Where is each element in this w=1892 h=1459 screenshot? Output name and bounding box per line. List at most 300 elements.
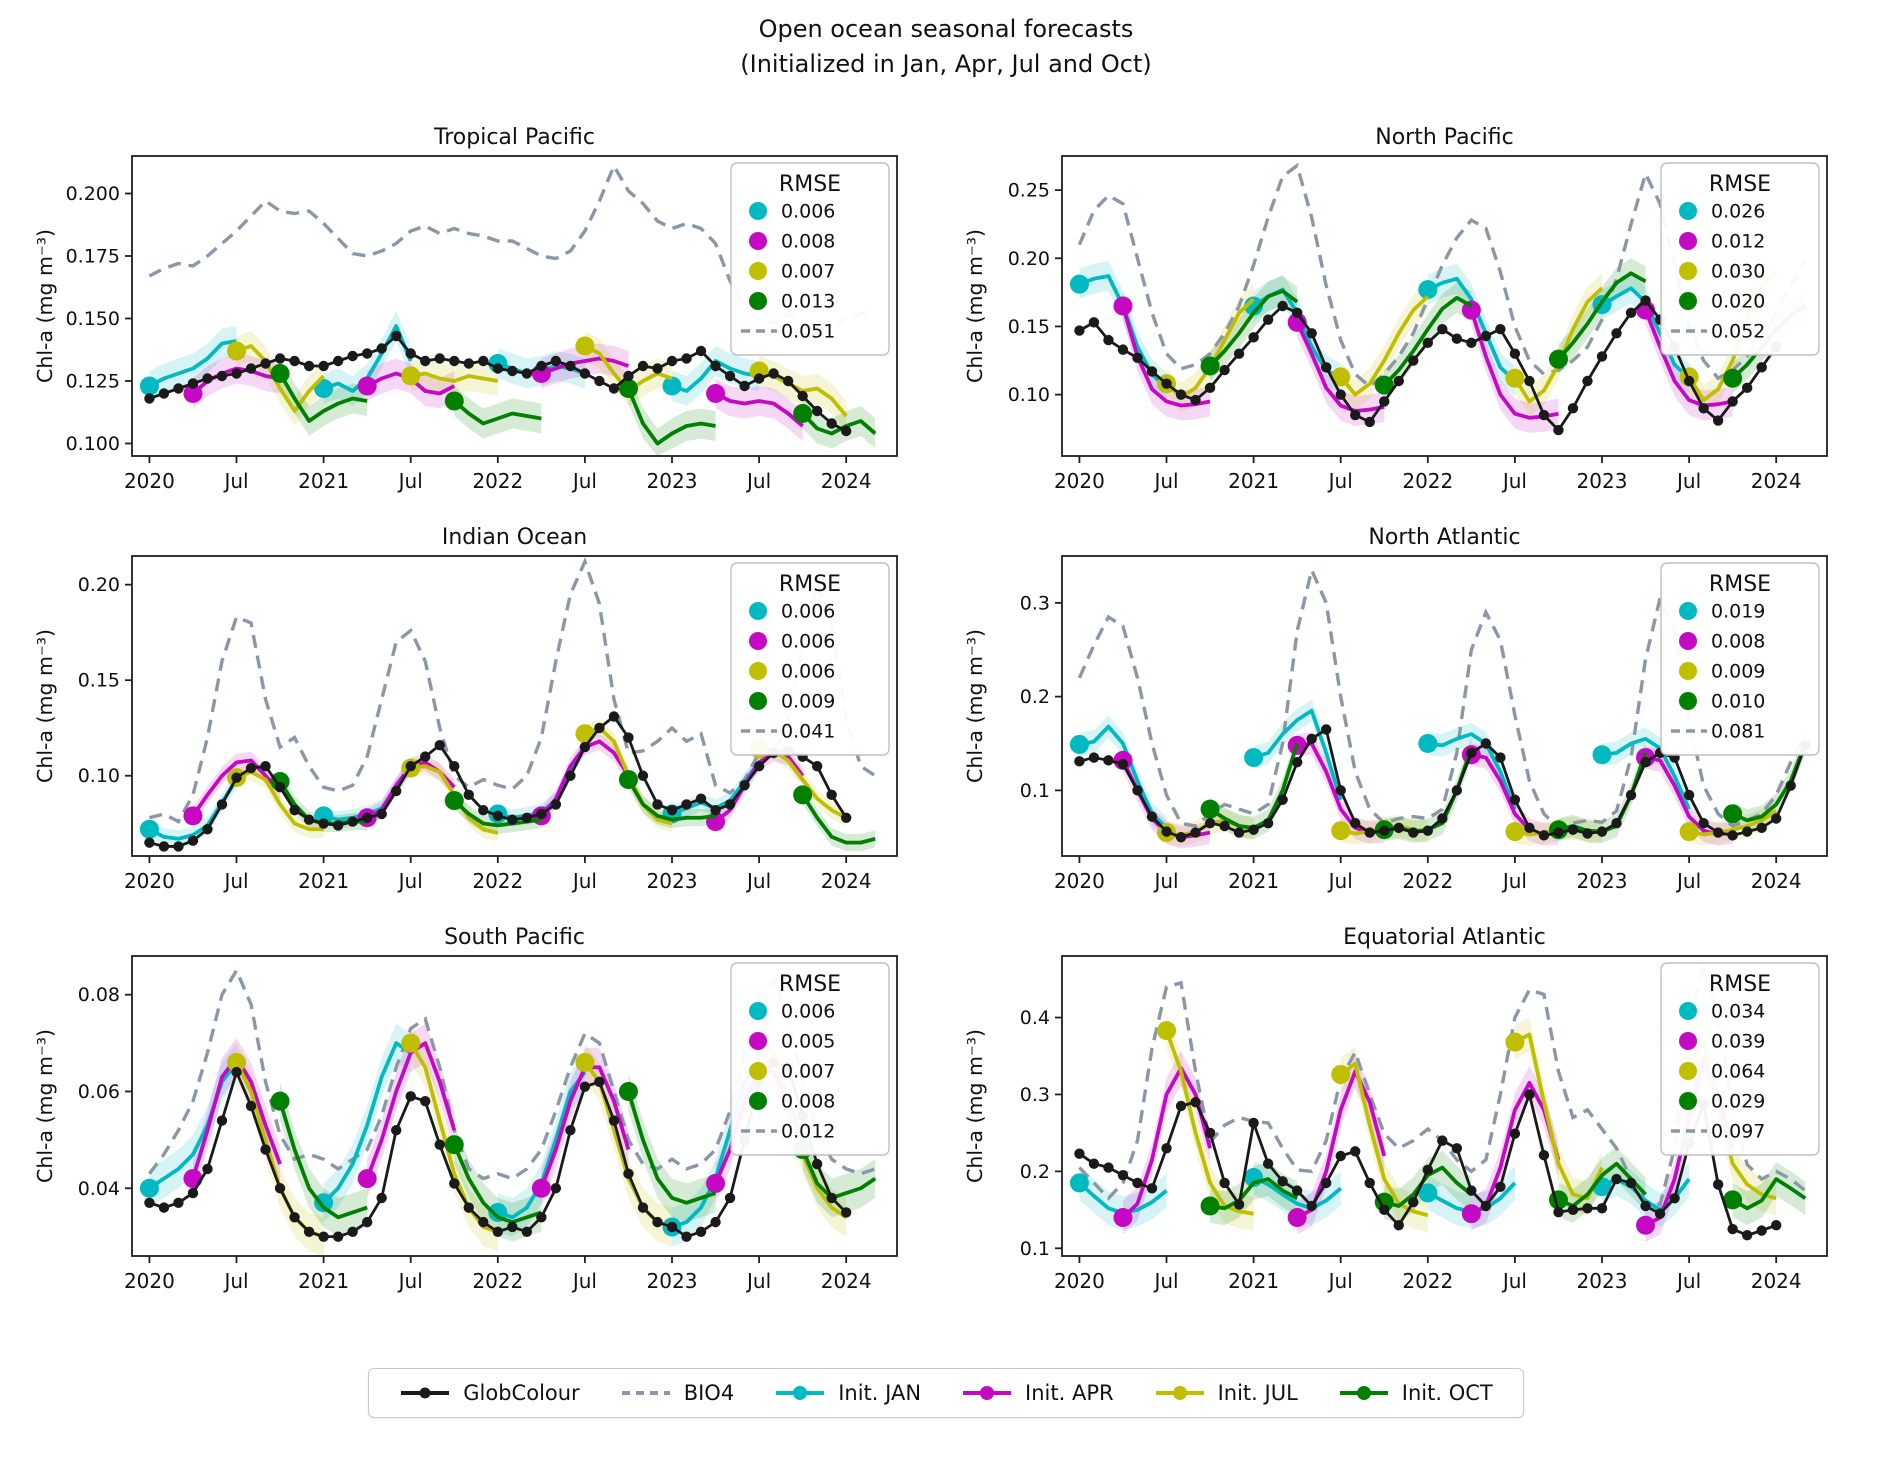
globcolour-marker: [565, 361, 575, 371]
y-tick-label: 0.200: [65, 183, 120, 205]
globcolour-marker: [739, 381, 749, 391]
globcolour-marker: [1118, 344, 1128, 354]
x-tick-label: Jul: [398, 469, 423, 493]
init_apr-start-marker: [183, 1169, 202, 1188]
globcolour-marker: [376, 809, 386, 819]
rmse-jan-marker-icon: [1679, 1002, 1697, 1020]
init_oct-start-marker: [271, 1092, 290, 1111]
globcolour-marker: [551, 799, 561, 809]
init_apr-start-marker: [1636, 1216, 1655, 1235]
globcolour-marker: [1524, 1089, 1534, 1099]
globcolour-marker: [260, 761, 270, 771]
globcolour-marker: [1553, 827, 1563, 837]
rmse-value: 0.007: [781, 1060, 836, 1083]
init_jan-start-marker: [1418, 734, 1437, 753]
legend-item-init-oct: [1338, 1381, 1493, 1405]
globcolour-marker: [362, 348, 372, 358]
init_jul-start-marker: [1331, 821, 1350, 840]
globcolour-marker: [478, 805, 488, 815]
init_oct-start-marker: [1201, 357, 1220, 376]
globcolour-marker: [260, 1144, 270, 1154]
globcolour-marker: [318, 818, 328, 828]
rmse-legend-title: RMSE: [1708, 572, 1772, 597]
globcolour-marker: [1452, 334, 1462, 344]
x-tick-label: Jul: [1677, 869, 1702, 893]
globcolour-marker: [1292, 308, 1302, 318]
globcolour-marker: [1190, 395, 1200, 405]
globcolour-marker: [1321, 724, 1331, 734]
globcolour-marker: [1742, 383, 1752, 393]
rmse-apr-marker-icon: [749, 632, 767, 650]
globcolour-marker: [1248, 825, 1258, 835]
globcolour-marker: [1423, 1165, 1433, 1175]
globcolour-marker: [1089, 1158, 1099, 1168]
globcolour-marker: [1234, 827, 1244, 837]
x-tick-label: 2023: [646, 1269, 698, 1293]
globcolour-marker: [725, 799, 735, 809]
rmse-value: 0.007: [781, 260, 836, 283]
globcolour-marker: [1771, 813, 1781, 823]
x-tick-label: Jul: [1677, 1269, 1702, 1293]
rmse-value: 0.006: [781, 200, 836, 223]
rmse-legend-title: RMSE: [778, 972, 842, 997]
globcolour-marker: [478, 356, 488, 366]
globcolour-marker: [1756, 823, 1766, 833]
globcolour-marker: [1190, 1097, 1200, 1107]
rmse-value: 0.006: [781, 660, 836, 683]
globcolour-marker: [1365, 827, 1375, 837]
rmse-apr-marker-icon: [1679, 232, 1697, 250]
init_oct-start-marker: [1549, 350, 1568, 369]
globcolour-marker: [1277, 1176, 1287, 1186]
globcolour-marker: [1568, 403, 1578, 413]
init_jan-start-marker: [663, 377, 682, 396]
globcolour-marker: [304, 814, 314, 824]
globcolour-marker: [1394, 376, 1404, 386]
globcolour-marker: [376, 1193, 386, 1203]
rmse-legend-title: RMSE: [778, 572, 842, 597]
x-tick-label: Jul: [572, 869, 597, 893]
rmse-apr-marker-icon: [749, 232, 767, 250]
globcolour-marker: [1481, 1201, 1491, 1211]
panel-title: South Pacific: [444, 925, 585, 950]
x-tick-label: Jul: [224, 469, 249, 493]
globcolour-marker: [1582, 376, 1592, 386]
panel-tropical-pacific: [22, 118, 927, 518]
globcolour-marker: [1553, 1207, 1563, 1217]
globcolour-marker: [1510, 795, 1520, 805]
globcolour-marker: [362, 813, 372, 823]
globcolour-marker: [812, 406, 822, 416]
x-tick-label: Jul: [398, 1269, 423, 1293]
x-tick-label: Jul: [398, 869, 423, 893]
init_oct-start-marker: [793, 785, 812, 804]
globcolour-marker: [638, 361, 648, 371]
init_jul-start-marker: [575, 1053, 594, 1072]
globcolour-marker: [565, 1125, 575, 1135]
globcolour-marker: [202, 1164, 212, 1174]
globcolour-marker: [696, 1227, 706, 1237]
init_jul-start-marker: [1505, 369, 1524, 388]
init_jan-start-marker: [140, 377, 159, 396]
globcolour-marker: [1713, 415, 1723, 425]
rmse-apr-marker-icon: [1679, 632, 1697, 650]
globcolour-marker: [1263, 1158, 1273, 1168]
globcolour-marker: [449, 1178, 459, 1188]
rmse-jan-marker-icon: [749, 1002, 767, 1020]
init_jan-start-marker: [1070, 735, 1089, 754]
globcolour-marker: [1205, 818, 1215, 828]
globcolour-marker: [1640, 1201, 1650, 1211]
globcolour-marker: [1074, 1148, 1084, 1158]
globcolour-marker: [580, 368, 590, 378]
init_jul-start-marker: [1505, 822, 1524, 841]
rmse-apr-marker-icon: [1679, 1032, 1697, 1050]
init-apr-line-sample-icon: [961, 1382, 1013, 1404]
rmse-value: 0.006: [781, 630, 836, 653]
globcolour-marker: [231, 772, 241, 782]
globcolour-marker: [1379, 396, 1389, 406]
init_oct-start-marker: [445, 791, 464, 810]
init_oct-start-marker: [1723, 369, 1742, 388]
globcolour-marker: [1205, 383, 1215, 393]
globcolour-marker: [464, 358, 474, 368]
globcolour-marker: [739, 780, 749, 790]
rmse-oct-marker-icon: [1679, 1092, 1697, 1110]
y-tick-label: 0.10: [1007, 384, 1050, 407]
globcolour-marker: [289, 805, 299, 815]
globcolour-marker: [1219, 821, 1229, 831]
globcolour-marker: [1640, 757, 1650, 767]
globcolour-marker: [1074, 756, 1084, 766]
x-tick-label: 2021: [298, 1269, 350, 1293]
globcolour-marker: [1698, 403, 1708, 413]
y-tick-label: 0.100: [65, 433, 120, 455]
rmse-value: 0.006: [781, 600, 836, 623]
globcolour-marker: [826, 418, 836, 428]
globcolour-marker: [1742, 826, 1752, 836]
init_jul-start-marker: [401, 367, 420, 386]
globcolour-marker: [362, 1217, 372, 1227]
rmse-value: 0.029: [1711, 1090, 1766, 1113]
init_jul-start-marker: [575, 337, 594, 356]
rmse-jan-marker-icon: [749, 202, 767, 220]
globcolour-line-sample-icon: [399, 1382, 451, 1404]
x-tick-label: 2024: [1750, 869, 1802, 893]
globcolour-marker: [1321, 1178, 1331, 1188]
globcolour-marker: [594, 1077, 604, 1087]
globcolour-marker: [667, 356, 677, 366]
globcolour-marker: [536, 361, 546, 371]
globcolour-marker: [333, 1231, 343, 1241]
x-tick-label: 2024: [1750, 1269, 1802, 1293]
globcolour-marker: [696, 346, 706, 356]
y-axis-label: Chl-a (mg m⁻³): [963, 229, 987, 383]
init_oct-start-marker: [1201, 800, 1220, 819]
rmse-oct-marker-icon: [1679, 692, 1697, 710]
x-tick-label: 2021: [1228, 869, 1280, 893]
legend-item-init-jan: [774, 1381, 921, 1405]
globcolour-marker: [1219, 365, 1229, 375]
figure-title: [0, 12, 1892, 82]
globcolour-marker: [1611, 328, 1621, 338]
globcolour-marker: [1350, 1146, 1360, 1156]
legend-label: GlobColour: [463, 1381, 580, 1405]
y-tick-label: 0.15: [1007, 315, 1050, 338]
x-tick-label: Jul: [572, 469, 597, 493]
x-tick-label: 2020: [1053, 469, 1105, 493]
globcolour-marker: [609, 383, 619, 393]
panel-indian-ocean: [22, 518, 927, 918]
globcolour-marker: [1176, 1101, 1186, 1111]
x-tick-label: Jul: [1502, 469, 1527, 493]
globcolour-marker: [536, 1212, 546, 1222]
globcolour-marker: [435, 1140, 445, 1150]
globcolour-marker: [420, 1096, 430, 1106]
globcolour-marker: [841, 813, 851, 823]
globcolour-marker: [159, 388, 169, 398]
globcolour-marker: [1597, 351, 1607, 361]
globcolour-marker: [1336, 389, 1346, 399]
globcolour-marker: [159, 1202, 169, 1212]
x-tick-label: 2021: [298, 869, 350, 893]
globcolour-marker: [188, 1188, 198, 1198]
figure-legend-box: [368, 1368, 1523, 1418]
globcolour-marker: [1742, 1230, 1752, 1240]
globcolour-marker: [768, 368, 778, 378]
globcolour-marker: [710, 361, 720, 371]
rmse-apr-marker-icon: [749, 1032, 767, 1050]
globcolour-marker: [1103, 755, 1113, 765]
chart-equatorial-atlantic: [952, 918, 1857, 1318]
globcolour-marker: [289, 356, 299, 366]
globcolour-marker: [1074, 325, 1084, 335]
rmse-jan-marker-icon: [1679, 202, 1697, 220]
globcolour-marker: [551, 1183, 561, 1193]
globcolour-marker: [1103, 335, 1113, 345]
x-tick-label: 2024: [820, 869, 872, 893]
rmse-jul-marker-icon: [749, 262, 767, 280]
rmse-value: 0.010: [1711, 690, 1766, 713]
rmse-value: 0.009: [781, 690, 836, 713]
rmse-value: 0.008: [781, 1090, 836, 1113]
rmse-value: 0.005: [781, 1030, 836, 1053]
globcolour-marker: [797, 391, 807, 401]
globcolour-marker: [217, 371, 227, 381]
globcolour-marker: [1336, 1151, 1346, 1161]
globcolour-marker: [347, 351, 357, 361]
globcolour-marker: [435, 353, 445, 363]
globcolour-marker: [1132, 1178, 1142, 1188]
globcolour-marker: [1176, 832, 1186, 842]
y-tick-label: 0.4: [1019, 1007, 1050, 1030]
globcolour-marker: [812, 761, 822, 771]
globcolour-marker: [1727, 1224, 1737, 1234]
x-tick-label: 2022: [472, 1269, 524, 1293]
panel-north-pacific: [952, 118, 1857, 518]
x-tick-label: 2024: [1750, 469, 1802, 493]
chart-indian-ocean: [22, 518, 927, 918]
globcolour-marker: [623, 732, 633, 742]
panel-equatorial-atlantic: [952, 918, 1857, 1318]
y-tick-label: 0.2: [1019, 1160, 1050, 1183]
rmse-oct-marker-icon: [749, 292, 767, 310]
rmse-value: 0.019: [1711, 600, 1766, 623]
globcolour-marker: [725, 371, 735, 381]
globcolour-marker: [536, 809, 546, 819]
globcolour-marker: [318, 361, 328, 371]
globcolour-marker: [144, 1198, 154, 1208]
init_apr-start-marker: [358, 1169, 377, 1188]
globcolour-marker: [1437, 1135, 1447, 1145]
globcolour-marker: [652, 363, 662, 373]
globcolour-marker: [522, 368, 532, 378]
globcolour-marker: [638, 771, 648, 781]
globcolour-marker: [507, 814, 517, 824]
x-tick-label: 2023: [1576, 469, 1628, 493]
globcolour-marker: [318, 1231, 328, 1241]
globcolour-marker: [1669, 1193, 1679, 1203]
globcolour-marker: [594, 376, 604, 386]
globcolour-marker: [652, 799, 662, 809]
globcolour-marker: [376, 343, 386, 353]
globcolour-marker: [1292, 1185, 1302, 1195]
y-tick-label: 0.150: [65, 308, 120, 330]
globcolour-marker: [1234, 349, 1244, 359]
globcolour-marker: [420, 356, 430, 366]
init_oct-start-marker: [445, 392, 464, 411]
x-tick-label: Jul: [1677, 469, 1702, 493]
rmse-value: 0.012: [781, 1120, 836, 1143]
globcolour-marker: [333, 356, 343, 366]
globcolour-marker: [1147, 1183, 1157, 1193]
legend-item-init-apr: [961, 1381, 1114, 1405]
init_oct-start-marker: [619, 770, 638, 789]
globcolour-marker: [391, 786, 401, 796]
x-tick-label: 2021: [298, 469, 350, 493]
globcolour-marker: [1466, 338, 1476, 348]
globcolour-marker: [1306, 1201, 1316, 1211]
rmse-oct-marker-icon: [749, 1092, 767, 1110]
globcolour-marker: [449, 356, 459, 366]
x-tick-label: Jul: [747, 469, 772, 493]
y-tick-label: 0.20: [1007, 247, 1050, 270]
init_jul-start-marker: [227, 342, 246, 361]
globcolour-marker: [304, 361, 314, 371]
x-tick-label: 2024: [820, 469, 872, 493]
init_apr-start-marker: [706, 384, 725, 403]
globcolour-marker: [246, 363, 256, 373]
rmse-jul-marker-icon: [1679, 1062, 1697, 1080]
globcolour-marker: [1727, 830, 1737, 840]
globcolour-marker: [449, 761, 459, 771]
init_apr-start-marker: [183, 806, 202, 825]
globcolour-marker: [667, 805, 677, 815]
init_jul-start-marker: [401, 1034, 420, 1053]
x-tick-label: Jul: [1154, 869, 1179, 893]
globcolour-marker: [275, 782, 285, 792]
globcolour-marker: [1277, 301, 1287, 311]
globcolour-marker: [217, 1115, 227, 1125]
x-tick-label: 2023: [1576, 1269, 1628, 1293]
init_apr-start-marker: [358, 377, 377, 396]
globcolour-marker: [710, 1217, 720, 1227]
globcolour-marker: [826, 1193, 836, 1203]
x-tick-label: 2021: [1228, 1269, 1280, 1293]
globcolour-marker: [333, 820, 343, 830]
globcolour-marker: [1524, 376, 1534, 386]
globcolour-marker: [1408, 1197, 1418, 1207]
globcolour-marker: [1379, 825, 1389, 835]
y-tick-label: 0.15: [77, 669, 120, 692]
globcolour-marker: [1365, 417, 1375, 427]
legend-label: Init. OCT: [1401, 1381, 1493, 1405]
globcolour-marker: [1147, 811, 1157, 821]
figure-title-line2: (Initialized in Jan, Apr, Jul and Oct): [740, 49, 1152, 78]
rmse-value: 0.030: [1711, 260, 1766, 283]
legend-label: Init. JUL: [1217, 1381, 1298, 1405]
globcolour-marker: [1161, 826, 1171, 836]
globcolour-marker: [1103, 1162, 1113, 1172]
x-tick-label: Jul: [1502, 869, 1527, 893]
globcolour-marker: [1205, 1128, 1215, 1138]
globcolour-marker: [1089, 317, 1099, 327]
x-tick-label: 2022: [1402, 1269, 1454, 1293]
x-tick-label: 2022: [472, 469, 524, 493]
globcolour-marker: [507, 366, 517, 376]
globcolour-marker: [231, 368, 241, 378]
x-tick-label: 2022: [1402, 869, 1454, 893]
globcolour-marker: [391, 1125, 401, 1135]
globcolour-marker: [304, 1227, 314, 1237]
globcolour-marker: [435, 740, 445, 750]
x-tick-label: Jul: [747, 1269, 772, 1293]
globcolour-marker: [1118, 759, 1128, 769]
globcolour-marker: [652, 1217, 662, 1227]
y-tick-label: 0.2: [1019, 686, 1050, 709]
rmse-value: 0.039: [1711, 1030, 1766, 1053]
y-axis-label: Chl-a (mg m⁻³): [33, 629, 57, 783]
globcolour-marker: [1132, 785, 1142, 795]
globcolour-marker: [1336, 785, 1346, 795]
panel-title: Indian Ocean: [441, 525, 588, 550]
legend-item-init-jul: [1154, 1381, 1298, 1405]
globcolour-marker: [681, 799, 691, 809]
globcolour-marker: [841, 1207, 851, 1217]
globcolour-marker: [231, 1067, 241, 1077]
globcolour-marker: [1437, 813, 1447, 823]
init_jan-start-marker: [1418, 280, 1437, 299]
x-tick-label: 2023: [646, 869, 698, 893]
globcolour-marker: [1539, 410, 1549, 420]
globcolour-marker: [1365, 1178, 1375, 1188]
globcolour-marker: [1539, 1150, 1549, 1160]
globcolour-marker: [1539, 830, 1549, 840]
y-axis-label: Chl-a (mg m⁻³): [963, 1029, 987, 1183]
globcolour-marker: [1161, 379, 1171, 389]
init_jan-start-marker: [140, 1179, 159, 1198]
rmse-jul-marker-icon: [1679, 662, 1697, 680]
globcolour-marker: [1466, 1185, 1476, 1195]
globcolour-marker: [1713, 827, 1723, 837]
rmse-value: 0.041: [781, 720, 836, 743]
init-jan-line-sample-icon: [774, 1382, 826, 1404]
x-tick-label: Jul: [1328, 469, 1353, 493]
globcolour-marker: [1510, 1128, 1520, 1138]
rmse-jan-marker-icon: [749, 602, 767, 620]
x-tick-label: Jul: [1154, 1269, 1179, 1293]
globcolour-marker: [493, 363, 503, 373]
